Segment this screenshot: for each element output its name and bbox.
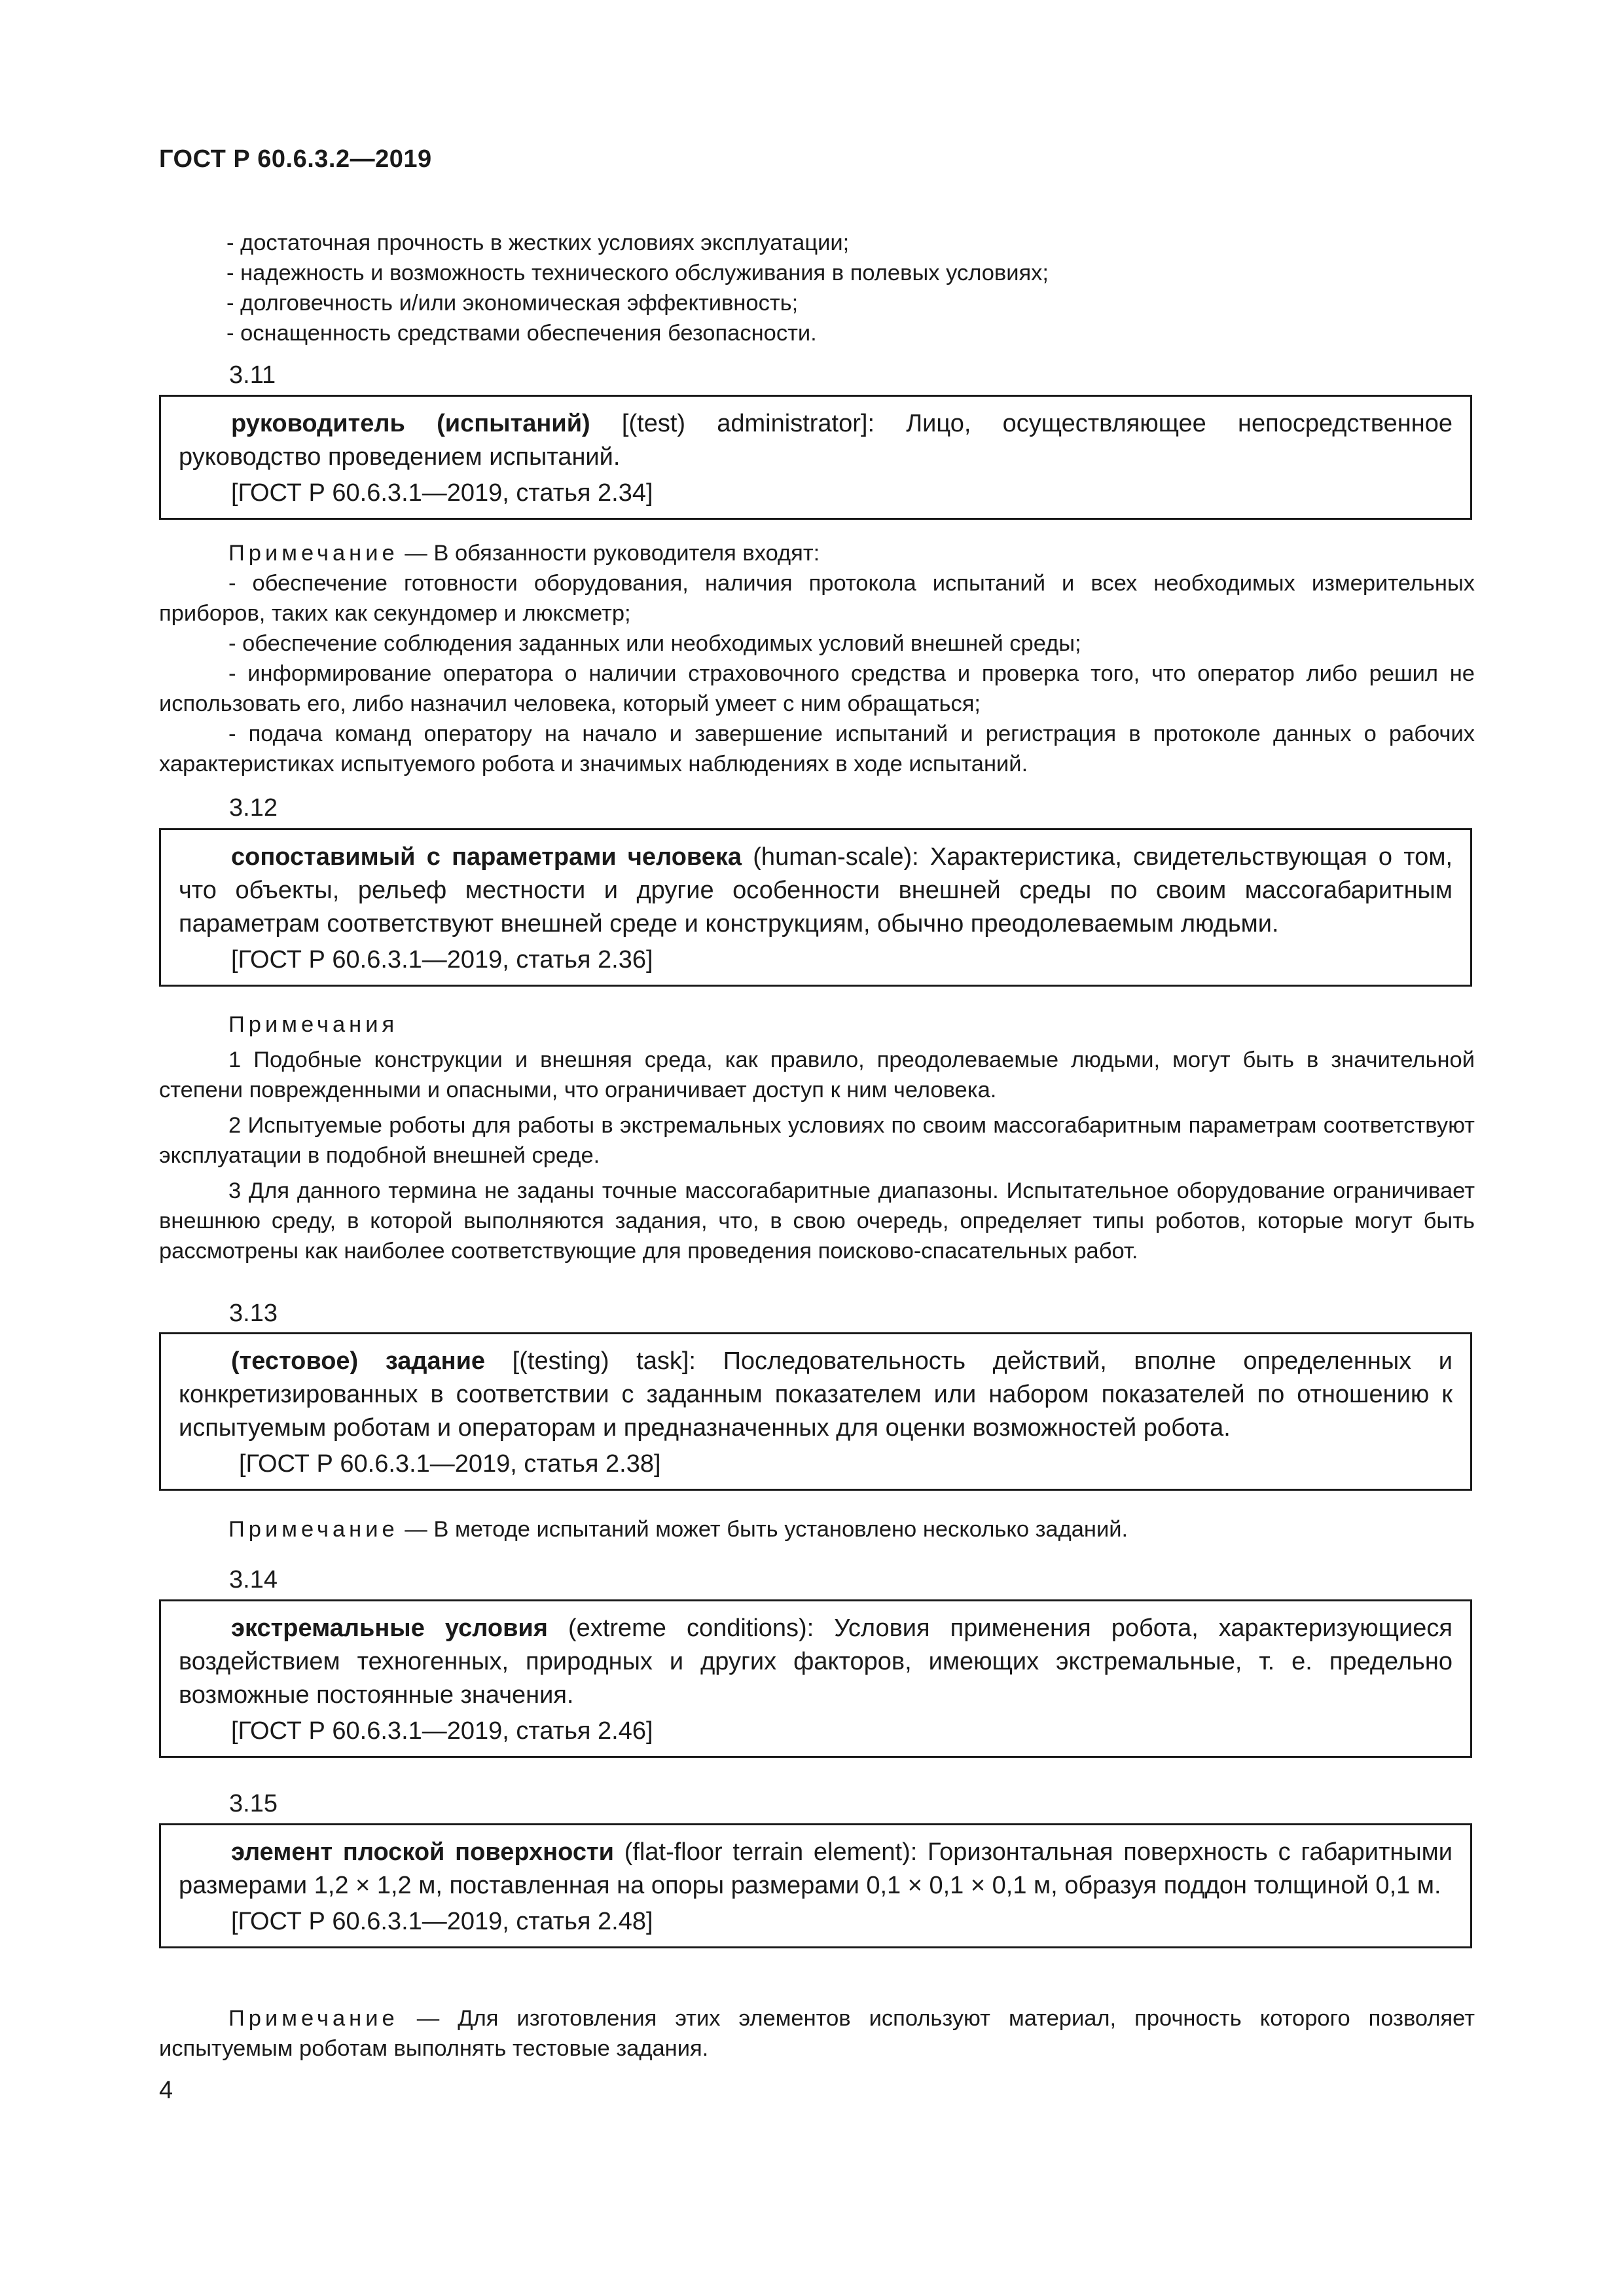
note-item: 3 Для данного термина не заданы точные массогабаритные диапазоны. Испытательное оборудование ограничивает внешнюю среду, в которой выполняются задания, что, в свою очередь, определяет типы роботов, которые могут быть рассмотрены как наиболее соответствующие для проведения поисково-спасательных работ. bbox=[159, 1178, 1475, 1264]
section-number: 3.12 bbox=[229, 794, 278, 822]
term-box bbox=[159, 395, 1472, 520]
definition-text: (flat-floor terrain element): Горизонтальная поверхность с габаритными размерами 1,2 × 1,2 м, поставленная на опоры размерами 0,1 × 0,1 × 0,1 м, образуя поддон толщиной 0,1 м. bbox=[179, 1838, 1453, 1899]
term-definition bbox=[179, 841, 1453, 941]
note-text: — В методе испытаний может быть установлено несколько заданий. bbox=[398, 1517, 1128, 1542]
term-name: элемент плоской поверхности bbox=[231, 1838, 614, 1866]
section-number: 3.11 bbox=[229, 361, 276, 389]
note-label: Примечание bbox=[228, 541, 399, 566]
note-block bbox=[159, 2003, 1475, 2064]
list-item: - достаточная прочность в жестких условиях эксплуатации; bbox=[226, 230, 850, 255]
term-definition bbox=[179, 1836, 1453, 1903]
section-number: 3.13 bbox=[229, 1300, 278, 1327]
notes-block bbox=[159, 1010, 1475, 1266]
definition-text: [(test) administrator]: Лицо, осуществляющее непосредственное руководство проведением испытаний. bbox=[179, 410, 1453, 471]
note-intro bbox=[159, 538, 1475, 568]
source-reference: [ГОСТ Р 60.6.3.1—2019, статья 2.36] bbox=[231, 946, 653, 974]
term-definition bbox=[179, 1612, 1453, 1712]
term-name: руководитель (испытаний) bbox=[231, 410, 590, 437]
note-item: - подача команд оператору на начало и завершение испытаний и регистрация в протоколе данных о рабочих характеристиках испытуемого робота и значимых наблюдениях в ходе испытаний. bbox=[159, 721, 1475, 776]
note-item: 1 Подобные конструкции и внешняя среда, как правило, преодолеваемые людьми, могут быть в значительной степени поврежденными и опасными, что ограничивает доступ к ним человека. bbox=[159, 1048, 1475, 1102]
section-number: 3.15 bbox=[229, 1790, 278, 1817]
note-item: - информирование оператора о наличии страховочного средства и проверка того, что оператор либо решил не использовать его, либо назначил человека, который умеет с ним обращаться; bbox=[159, 661, 1475, 716]
term-definition bbox=[179, 407, 1453, 474]
note-text: — В обязанности руководителя входят: bbox=[398, 541, 820, 566]
intro-list bbox=[159, 228, 1475, 348]
definition-text: (human-scale): Характеристика, свидетельствующая о том, что объекты, рельеф местности и другие особенности внешней среды по своим массогабаритным параметрам соответствуют внешней среде и конструкциям, обычно преодолеваемым людьми. bbox=[179, 843, 1453, 938]
note-item: 2 Испытуемые роботы для работы в экстремальных условиях по своим массогабаритным параметрам соответствуют эксплуатации в подобной внешней среде. bbox=[159, 1113, 1475, 1168]
note-block bbox=[159, 1514, 1475, 1544]
note-item: - обеспечение готовности оборудования, наличия протокола испытаний и всех необходимых измерительных приборов, таких как секундомер и люксметр; bbox=[159, 571, 1475, 626]
term-box bbox=[159, 828, 1472, 987]
source-reference: [ГОСТ Р 60.6.3.1—2019, статья 2.46] bbox=[231, 1717, 653, 1745]
definition-text: [(testing) task]: Последовательность действий, вполне определенных и конкретизированных в соответствии с заданным показателем или набором показателей по отношению к испытуемым роботам и операторам и предназначенных для оценки возможностей робота. bbox=[179, 1347, 1453, 1442]
term-box bbox=[159, 1599, 1472, 1758]
list-item: - надежность и возможность технического обслуживания в полевых условиях; bbox=[226, 261, 1049, 285]
notes-title: Примечания bbox=[228, 1012, 399, 1037]
source-reference: [ГОСТ Р 60.6.3.1—2019, статья 2.34] bbox=[231, 479, 653, 507]
list-item: - оснащенность средствами обеспечения безопасности. bbox=[226, 321, 817, 346]
note-block bbox=[159, 538, 1475, 779]
source-reference: [ГОСТ Р 60.6.3.1—2019, статья 2.48] bbox=[231, 1908, 653, 1935]
note-intro bbox=[159, 2003, 1475, 2064]
source-reference: [ГОСТ Р 60.6.3.1—2019, статья 2.38] bbox=[239, 1450, 661, 1478]
note-label: Примечание bbox=[228, 1517, 399, 1542]
term-box bbox=[159, 1332, 1472, 1491]
document-header: ГОСТ Р 60.6.3.2—2019 bbox=[159, 145, 432, 173]
term-name: сопоставимый с параметрами человека bbox=[231, 843, 742, 871]
note-intro bbox=[159, 1514, 1475, 1544]
note-label: Примечание bbox=[228, 2006, 399, 2031]
note-item: - обеспечение соблюдения заданных или необходимых условий внешней среды; bbox=[228, 631, 1081, 656]
term-name: (тестовое) задание bbox=[231, 1347, 486, 1375]
definition-text: (extreme conditions): Условия применения робота, характеризующиеся воздействием техногенных, природных и других факторов, имеющих экстремальные, т. е. предельно возможные постоянные значения. bbox=[179, 1614, 1453, 1709]
section-number: 3.14 bbox=[229, 1566, 278, 1594]
term-definition bbox=[179, 1345, 1453, 1445]
term-name: экстремальные условия bbox=[231, 1614, 548, 1642]
note-text: — Для изготовления этих элементов используют материал, прочность которого позволяет испытуемым роботам выполнять тестовые задания. bbox=[159, 2006, 1475, 2061]
page-number: 4 bbox=[159, 2077, 173, 2104]
term-box bbox=[159, 1823, 1472, 1948]
list-item: - долговечность и/или экономическая эффективность; bbox=[226, 291, 799, 316]
